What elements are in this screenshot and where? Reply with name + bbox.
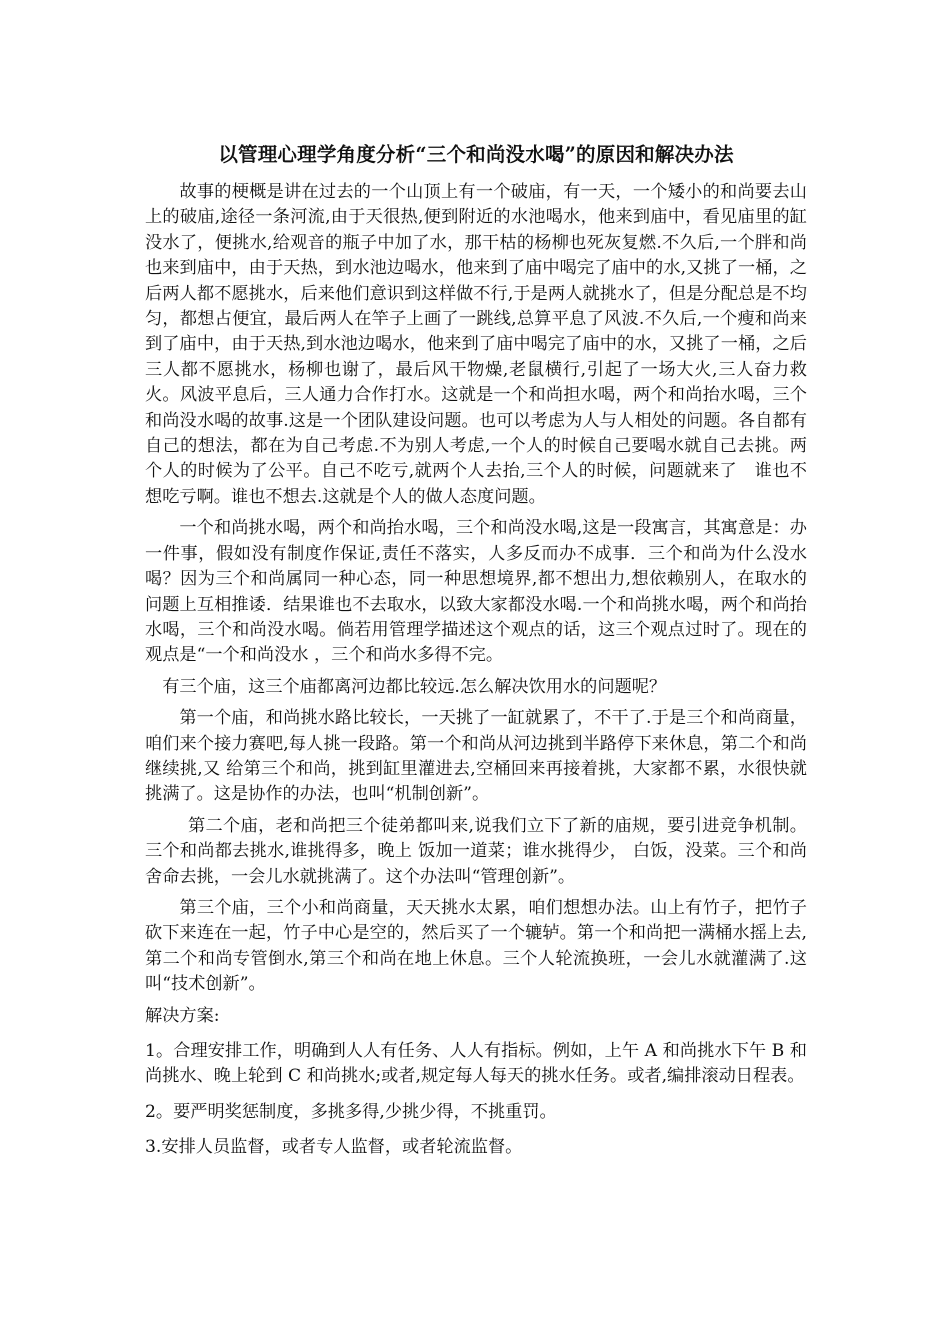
solution-item-3: 3.安排人员监督，或者专人监督，或者轮流监督。 (145, 1137, 523, 1158)
solution-item-2: 2。要严明奖惩制度，多挑多得,少挑少得，不挑重罚。 (145, 1101, 557, 1122)
paragraph-first-temple: 第一个庙，和尚挑水路比较长，一天挑了一缸就累了，不干了.于是三个和尚商量，咱们来个接力赛吧,每人挑一段路。第一个和尚从河边挑到半路停下来休息，第二个和尚继续挑,又 给第三个和尚，挑到缸里灌进去,空桶回来再接着挑，大家都不累，水很快就挑满了。这是协作的办法，也叫“机制创新”。 (145, 708, 807, 805)
solution-item-1: 1。合理安排工作，明确到人人有任务、人人有指标。例如，上午 A 和尚挑水下午 B 和尚挑水、晚上轮到 C 和尚挑水;或者,规定每人每天的挑水任务。或者,编排滚动日程表。 (145, 1041, 807, 1087)
document-title: 以管理心理学角度分析“三个和尚没水喝”的原因和解决办法 (218, 143, 734, 166)
paragraph-third-temple: 第三个庙，三个小和尚商量，天天挑水太累，咱们想想办法。山上有竹子，把竹子砍下来连在一起，竹子中心是空的，然后买了一个辘轳。第一个和尚把一满桶水摇上去,第二个和尚专管倒水,第三个和尚在地上休息。三个人轮流换班，一会儿水就灌满了.这叫“技术创新”。 (145, 897, 807, 995)
paragraph-fable-meaning: 一个和尚挑水喝，两个和尚抬水喝，三个和尚没水喝,这是一段寓言，其寓意是：办一件事，假如没有制度作保证,责任不落实，人多反而办不成事．三个和尚为什么没水喝？因为三个和尚属同一种心态，同一种思想境界,都不想出力,想依赖别人，在取水的问题上互相推诿．结果谁也不去取水，以致大家都没水喝.一个和尚挑水喝，两个和尚抬水喝，三个和尚没水喝。倘若用管理学描述这个观点的话，这三个观点过时了。现在的观点是“一个和尚没水 ，三个和尚水多得不完。 (145, 518, 807, 666)
paragraph-story: 故事的梗概是讲在过去的一个山顶上有一个破庙，有一天，一个矮小的和尚要去山上的破庙,途径一条河流,由于天很热,便到附近的水池喝水，他来到庙中，看见庙里的缸没水了，便挑水,给观音的瓶子中加了水，那干枯的杨柳也死灰复燃.不久后,一个胖和尚也来到庙中，由于天热，到水池边喝水，他来到了庙中喝完了庙中的水,又挑了一桶，之后两人都不愿挑水，后来他们意识到这样做不行,于是两人就挑水了，但是分配总是不均匀，都想占便宜，最后两人在竿子上画了一跳线,总算平息了风波.不久后,一个瘦和尚来到了庙中，由于天热,到水池边喝水，他来到了庙中喝完了庙中的水，又挑了一桶，之后三人都不愿挑水，杨柳也谢了，最后风干物燥,老鼠横行,引起了一场大火,三人奋力救火。风波平息后，三人通力合作打水。这就是一个和尚担水喝，两个和尚抬水喝，三个和尚没水喝的故事.这是一个团队建设问题。也可以考虑为人与人相处的问题。各自都有自己的想法，都在为自己考虑.不为别人考虑,一个人的时候自己要喝水就自己去挑。两个人的时候为了公平。自己不吃亏,就两个人去抬,三个人的时候，问题就来了 谁也不想吃亏啊。谁也不想去.这就是个人的做人态度问题。 (145, 182, 807, 507)
solutions-heading: 解决方案: (145, 1005, 220, 1026)
paragraph-three-temples: 有三个庙，这三个庙都离河边都比较远.怎么解决饮用水的问题呢？ (162, 676, 667, 697)
paragraph-second-temple: 第二个庙，老和尚把三个徒弟都叫来,说我们立下了新的庙规，要引进竞争机制。三个和尚都去挑水,谁挑得多，晚上 饭加一道菜；谁水挑得少， 白饭，没菜。三个和尚舍命去挑，一会儿水就挑满了。这个办法叫“管理创新”。 (145, 815, 807, 887)
